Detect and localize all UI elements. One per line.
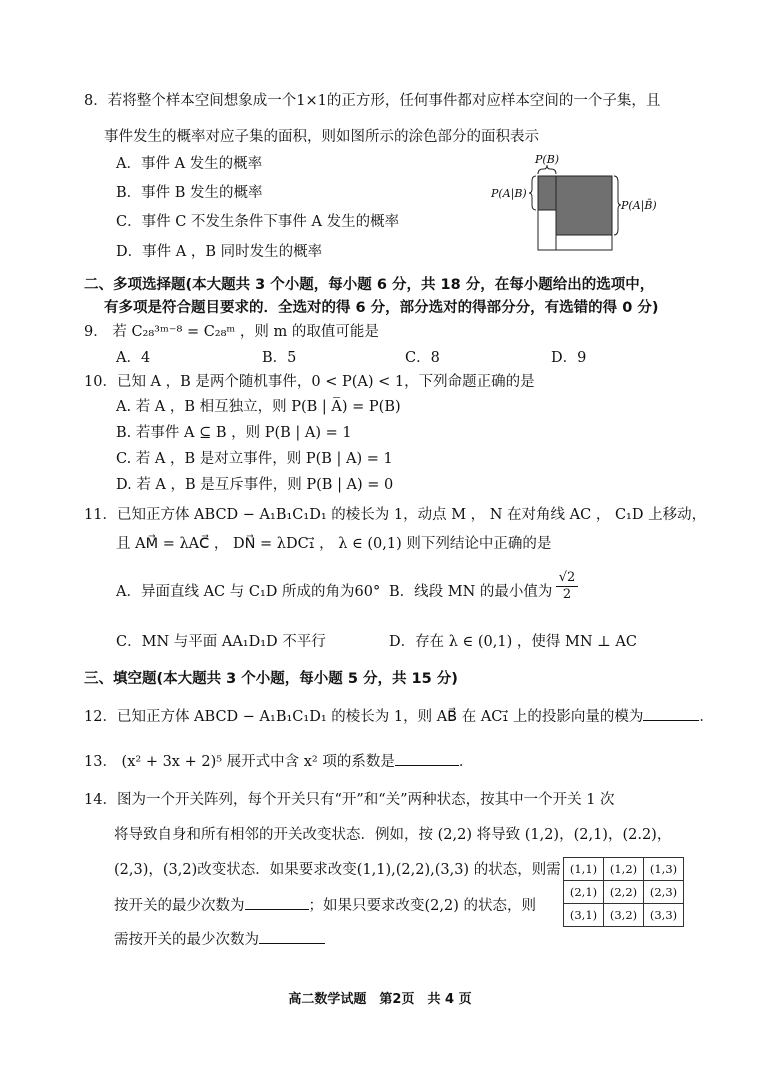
grid-row [564, 858, 684, 881]
q11-stem-line2: 且 AM⃗ = λAC⃗ ， DN⃗ = λDC₁⃗ ， λ ∈ (0,1) 则下列结论中正确的是 [116, 536, 552, 552]
grid-cell: (2,1) [564, 881, 604, 904]
q9-stem: 9． 若 C₂₈³ᵐ⁻⁸ = C₂₈ᵐ ，则 m 的取值可能是 [84, 324, 379, 340]
q14-stem-line5 [114, 929, 325, 949]
section3-title: 三、填空题(本大题共 3 个小题，每小题 5 分，共 15 分) [84, 671, 458, 687]
q14-line5-text: 需按开关的最少次数为 [114, 932, 259, 948]
q13-stem [84, 751, 473, 771]
label-pb: P(B) [535, 153, 560, 166]
shaded-a-given-b [538, 176, 556, 210]
label-pabbar: P(A|B̄) [621, 199, 657, 212]
q9-option-c: C．8 [405, 350, 440, 366]
q13-end: ． [458, 754, 474, 770]
q14-stem-line2: 将导致自身和所有相邻的开关改变状态．例如，按 (2,2) 将导致 (1,2)，(2,1)，(2.2)， [114, 827, 672, 843]
label-pab: P(A|B) [491, 187, 527, 200]
q12-answer-blank[interactable] [643, 706, 699, 721]
grid-cell: (3,2) [604, 904, 644, 927]
q14-answer-blank-1[interactable] [245, 895, 309, 910]
q12-end: ． [699, 709, 714, 725]
q8-stem-line2: 事件发生的概率对应子集的面积，则如图所示的涂色部分的面积表示 [104, 129, 539, 145]
q14-line4-part1: 按开关的最少次数为 [114, 898, 245, 914]
pab-brace [529, 176, 536, 210]
section2-title-line2: 有多项是符合题目要求的．全选对的得 6 分，部分选对的得部分分，有选错的得 0 分) [104, 300, 659, 316]
q14-stem-line1: 14．图为一个开关阵列，每个开关只有“开”和“关”两种状态，按其中一个开关 1 次 [84, 792, 615, 808]
q11-stem-line1: 11．已知正方体 ABCD − A₁B₁C₁D₁ 的棱长为 1，动点 M ， N 在对角线 AC ， C₁D 上移动， [84, 507, 707, 523]
q8-option-c: C．事件 C 不发生条件下事件 A 发生的概率 [116, 214, 400, 230]
page-footer: 高二数学试题 第2页 共 4 页 [288, 992, 472, 1007]
q8-option-b: B．事件 B 发生的概率 [116, 185, 263, 201]
q11-option-b-fraction [556, 570, 578, 603]
pabbar-brace [614, 176, 621, 235]
q10-option-c: C. 若 A ，B 是对立事件，则 P(B | A) = 1 [116, 451, 393, 467]
grid-cell: (3,1) [564, 904, 604, 927]
grid-cell: (1,2) [604, 858, 644, 881]
q11-option-b: B．线段 MN 的最小值为 [389, 584, 553, 600]
q9-option-d: D．9 [551, 350, 587, 366]
fraction-denominator: 2 [562, 587, 572, 602]
grid-row [564, 904, 684, 927]
q8-stem-line1: 8．若将整个样本空间想象成一个1×1的正方形，任何事件都对应样本空间的一个子集，且 [84, 93, 661, 109]
shaded-a-given-not-b [556, 176, 612, 235]
q14-answer-blank-2[interactable] [259, 929, 325, 944]
grid-cell: (2,2) [604, 881, 644, 904]
grid-cell: (1,3) [644, 858, 684, 881]
q13-text: 13． (x² + 3x + 2)⁵ 展开式中含 x² 项的系数是 [84, 754, 395, 770]
fraction-numerator: √2 [556, 570, 578, 587]
q10-option-b: B. 若事件 A ⊆ B ，则 P(B | A) = 1 [116, 425, 352, 441]
q11-option-c: C．MN 与平面 AA₁D₁D 不平行 [116, 634, 326, 650]
switch-array-grid [563, 857, 684, 927]
q10-option-d: D. 若 A ，B 是互斥事件，则 P(B | A) = 0 [116, 477, 394, 493]
grid-row [564, 881, 684, 904]
grid-cell: (3,3) [644, 904, 684, 927]
q10-stem: 10．已知 A ，B 是两个随机事件，0 < P(A) < 1，下列命题正确的是 [84, 374, 535, 390]
section2-title-line1: 二、多项选择题(本大题共 3 个小题，每小题 6 分，共 18 分，在每小题给出的选项中， [84, 277, 655, 293]
q14-stem-line4 [114, 895, 536, 915]
q8-option-a: A．事件 A 发生的概率 [116, 156, 263, 172]
q10-option-a: A. 若 A ，B 相互独立，则 P(B | A̅) = P(B) [116, 399, 401, 415]
q12-text: 12．已知正方体 ABCD − A₁B₁C₁D₁ 的棱长为 1，则 AB⃗ 在 AC₁⃗ 上的投影向量的模为 [84, 709, 644, 725]
q8-probability-figure [488, 152, 658, 252]
grid-cell: (1,1) [564, 858, 604, 881]
grid-cell: (2,3) [644, 881, 684, 904]
q14-stem-line3: (2,3)，(3,2)改变状态．如果要求改变(1,1),(2,2),(3,3) 的状态，则需 [114, 862, 561, 878]
q13-answer-blank[interactable] [395, 751, 459, 766]
q14-line4-part2: ；如果只要求改变(2,2) 的状态，则 [308, 898, 536, 914]
q8-option-d: D．事件 A ，B 同时发生的概率 [116, 244, 323, 260]
q9-option-b: B．5 [262, 350, 297, 366]
q9-option-a: A．4 [116, 350, 151, 366]
q11-option-a: A．异面直线 AC 与 C₁D 所成的角为60° [116, 584, 381, 600]
q12-stem [84, 706, 714, 726]
pb-brace [538, 165, 556, 174]
q11-option-d: D．存在 λ ∈ (0,1) ，使得 MN ⊥ AC [389, 634, 637, 650]
